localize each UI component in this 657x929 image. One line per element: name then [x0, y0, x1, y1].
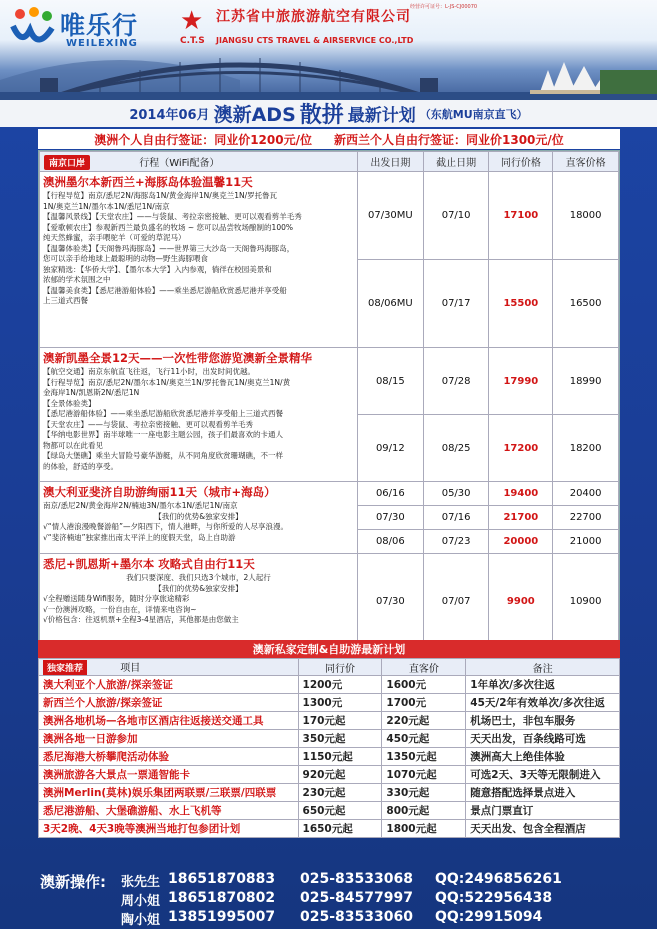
trade-price: 17200	[489, 415, 553, 482]
contact-row	[0, 871, 585, 892]
title-region: 澳新ADS	[213, 104, 296, 126]
visa-au: 澳洲个人自由行签证：同业价1200元/位	[94, 132, 312, 147]
title-date: 2014年06月	[129, 108, 210, 123]
col-header-deadline: 截止日期	[423, 152, 489, 172]
header-banner	[0, 0, 657, 100]
deadline-date: 07/16	[423, 506, 489, 530]
col-header-retail: 直客价格	[553, 152, 619, 172]
company-name-en: JIANGSU CTS TRAVEL & AIRSERVICE CO.,LTD	[216, 36, 414, 45]
contact-qq: QQ:2496856261	[435, 871, 562, 887]
retail-price: 18200	[553, 415, 619, 482]
retail-price: 21000	[553, 530, 619, 554]
title-note: （东航MU南京直飞）	[419, 107, 528, 121]
table-row: 澳洲旅游各大景点一票通智能卡 920元起 1070元起 可选2天、3天等无限制进入	[39, 766, 620, 784]
product-cell: 澳大利亚斐济自助游绚丽11天（城市+海岛） 南京/悉尼2N/黄金海岸2N/楠迪3N/墨尔本1N/悉尼1N/南京 【我们的优势&独家安排】 √“情人港浪漫晚餐游船”—夕阳西下，情人港畔，与你所爱的人尽享浪漫。 √“斐济楠迪”独家推出南太平洋上的度假天堂，岛上自助游	[40, 482, 358, 554]
contact-tel: 025-83533068	[300, 871, 413, 887]
trade-price: 17990	[489, 348, 553, 415]
trade-price: 15500	[489, 260, 553, 348]
private-tour-table	[38, 658, 620, 838]
product-cell: 澳洲墨尔本新西兰+海豚岛体验温馨11天 【行程导览】南京/悉尼2N/海豚岛1N/黄金海岸1N/奥克兰1N/罗托鲁瓦 1N/奥克兰1N/墨尔本1N/悉尼1N/南京 【温馨风景线】【天堂农庄】——与袋鼠、考拉亲密接触、更可以观看剪羊毛秀 【爱歌顿农庄】参观新西兰最负盛名的牧场 ~ 您可以品尝牧场酿制的100% 纯天然蜂蜜，亲手喂驼羊（可爱的草泥马） 【温馨体验类】【天阁鲁玛海豚岛】——世界第三大沙岛一天阁鲁玛海豚岛， 您可以亲手给地球上最聪明的动物—野生海豚喂食 独家精选：【华侨大学】、【墨尔本大学】入内参观，徜徉在校园美景和 浓郁的学术氛围之中 【温馨美食类】【悉尼港游船体验】——乘坐悉尼游船欣赏悉尼港并享受船 上三道式西餐	[40, 172, 358, 348]
depart-date: 06/16	[357, 482, 423, 506]
contact-section	[0, 865, 657, 929]
table-row: 澳洲各地机场—各地市区酒店往返接送交通工具 170元起 220元起 机场巴士，非包车服务	[39, 712, 620, 730]
table-row	[40, 554, 619, 649]
retail-price: 16500	[553, 260, 619, 348]
col-header-note: 备注	[466, 659, 620, 676]
contact-tel: 025-84577997	[300, 890, 413, 906]
depart-date: 07/30MU	[357, 172, 423, 260]
table-row: 新西兰个人旅游/探亲签证 1300元 1700元 45天/2年有效单次/多次往返	[39, 694, 620, 712]
star-icon: ★	[180, 6, 204, 36]
depart-date: 08/06	[357, 530, 423, 554]
page-title	[0, 100, 657, 127]
contact-qq: QQ:522956438	[435, 890, 553, 906]
table-row: 澳大利亚个人旅游/探亲签证 1200元 1600元 1年单次/多次往返	[39, 676, 620, 694]
cts-logo	[180, 6, 480, 56]
table-row: 3天2晚、4天3晚等澳洲当地打包参团计划 1650元起 1800元起 天天出发、包含全程酒店	[39, 820, 620, 838]
title-big: 散拼	[299, 103, 344, 128]
table-row	[40, 172, 619, 260]
col-header-item: 独家推荐 项目	[39, 659, 299, 676]
depart-date: 07/30	[357, 506, 423, 530]
trade-price: 17100	[489, 172, 553, 260]
depart-date: 08/06MU	[357, 260, 423, 348]
deadline-date: 07/23	[423, 530, 489, 554]
product-cell: 澳新凯墨全景12天——一次性带您游览澳新全景精华 【航空交通】南京东航直飞往返，飞行11小时，出发时间优越。 【行程导览】南京/悉尼2N/墨尔本1N/奥克兰1N/罗托鲁瓦1N/奥克兰1N/黄 金海岸1N/凯恩斯2N/悉尼1N 【全景体验类】 【悉尼港游船体验】——乘坐悉尼游船欣赏悉尼港并享受船上三道式西餐 【天堂农庄】——与袋鼠、考拉亲密接触、更可以观看剪羊毛秀 【华纳电影世界】南半球唯一一座电影主题公园，孩子们最喜欢的卡通人 物都可以在此看见 【绿岛大堡礁】乘坐大冒险号豪华游艇，从不同角度欣赏珊瑚礁，不一样 的体验，舒适的享受。	[40, 348, 358, 482]
retail-price: 22700	[553, 506, 619, 530]
retail-price: 10900	[553, 554, 619, 649]
contact-name: 张先生	[120, 875, 160, 890]
depart-date: 07/30	[357, 554, 423, 649]
retail-price: 20400	[553, 482, 619, 506]
contact-name: 周小姐	[120, 894, 160, 909]
trade-price: 19400	[489, 482, 553, 506]
table-header-row	[40, 152, 619, 172]
license-number: 经营许可证号：L-JS-CJ00070	[410, 4, 478, 10]
retail-price: 18990	[553, 348, 619, 415]
deadline-date: 07/07	[423, 554, 489, 649]
col-header-trade: 同行价	[298, 659, 382, 676]
exclusive-badge: 独家推荐	[43, 660, 87, 675]
table-row: 悉尼港游船、大堡礁游船、水上飞机等 650元起 800元起 景点门票直订	[39, 802, 620, 820]
table-row	[40, 348, 619, 415]
contact-label: 澳新操作:	[40, 873, 106, 891]
table-row: 澳洲各地一日游参加 350元起 450元起 天天出发，百条线路可选	[39, 730, 620, 748]
company-abbr: C.T.S	[180, 36, 205, 46]
product-title: 澳大利亚斐济自助游绚丽11天（城市+海岛）	[43, 485, 276, 499]
col-header-itinerary: 南京口岸 行程（WiFi配备）	[40, 152, 358, 172]
deadline-date: 05/30	[423, 482, 489, 506]
contact-qq: QQ:29915094	[435, 909, 543, 925]
nanjing-port-badge: 南京口岸	[44, 155, 90, 170]
company-name-cn: 江苏省中旅旅游航空有限公司	[216, 9, 411, 25]
product-title: 悉尼+凯恩斯+墨尔本 攻略式自由行11天	[43, 557, 255, 571]
table-row: 悉尼海港大桥攀爬活动体验 1150元起 1350元起 澳洲高大上绝佳体验	[39, 748, 620, 766]
col-header-retail: 直客价	[382, 659, 466, 676]
contact-row	[112, 890, 585, 909]
trade-price: 21700	[489, 506, 553, 530]
depart-date: 08/15	[357, 348, 423, 415]
table-row: 澳洲Merlin(莫林)娱乐集团两联票/三联票/四联票 230元起 330元起 随意搭配选择景点进入	[39, 784, 620, 802]
trade-price: 9900	[489, 554, 553, 649]
col-header-depart: 出发日期	[357, 152, 423, 172]
contact-mobile: 18651870802	[168, 890, 276, 906]
retail-price: 18000	[553, 172, 619, 260]
contact-row	[112, 909, 585, 928]
group-tour-table	[38, 150, 620, 650]
title-tail: 最新计划	[347, 106, 416, 126]
visa-price-bar	[38, 129, 620, 149]
product-cell: 悉尼+凯恩斯+墨尔本 攻略式自由行11天 我们只要深度、我们只选3个城市，2人起行 【我们的优势&独家安排】 √全程赠送随身Wifi服务，随时分享旅途精彩 √一份澳洲攻略，一份自由在，详情来电咨询~ √价格包含：往返机票+全程3-4星酒店，其他都是由您做主	[40, 554, 358, 649]
brand-name-en: WEILEXING	[66, 38, 138, 49]
contact-name: 陶小姐	[120, 913, 160, 928]
deadline-date: 07/28	[423, 348, 489, 415]
weilexing-logo	[8, 6, 173, 54]
product-title: 澳新凯墨全景12天——一次性带您游览澳新全景精华	[43, 351, 313, 365]
trade-price: 20000	[489, 530, 553, 554]
table-row	[40, 482, 619, 506]
deadline-date: 07/17	[423, 260, 489, 348]
visa-nz: 新西兰个人自由行签证：同业价1300元/位	[334, 132, 564, 147]
brand-name-cn: 唯乐行	[60, 11, 139, 40]
contact-mobile: 18651870883	[168, 871, 276, 887]
contact-tel: 025-83533060	[300, 909, 413, 925]
contact-mobile: 13851995007	[168, 909, 276, 925]
deadline-date: 08/25	[423, 415, 489, 482]
col-header-trade: 同行价格	[489, 152, 553, 172]
private-section-title: 澳新私家定制&自助游最新计划	[38, 640, 620, 658]
depart-date: 09/12	[357, 415, 423, 482]
product-title: 澳洲墨尔本新西兰+海豚岛体验温馨11天	[43, 175, 253, 189]
people-logo-icon	[8, 6, 58, 52]
deadline-date: 07/10	[423, 172, 489, 260]
private-header-row	[39, 659, 620, 676]
